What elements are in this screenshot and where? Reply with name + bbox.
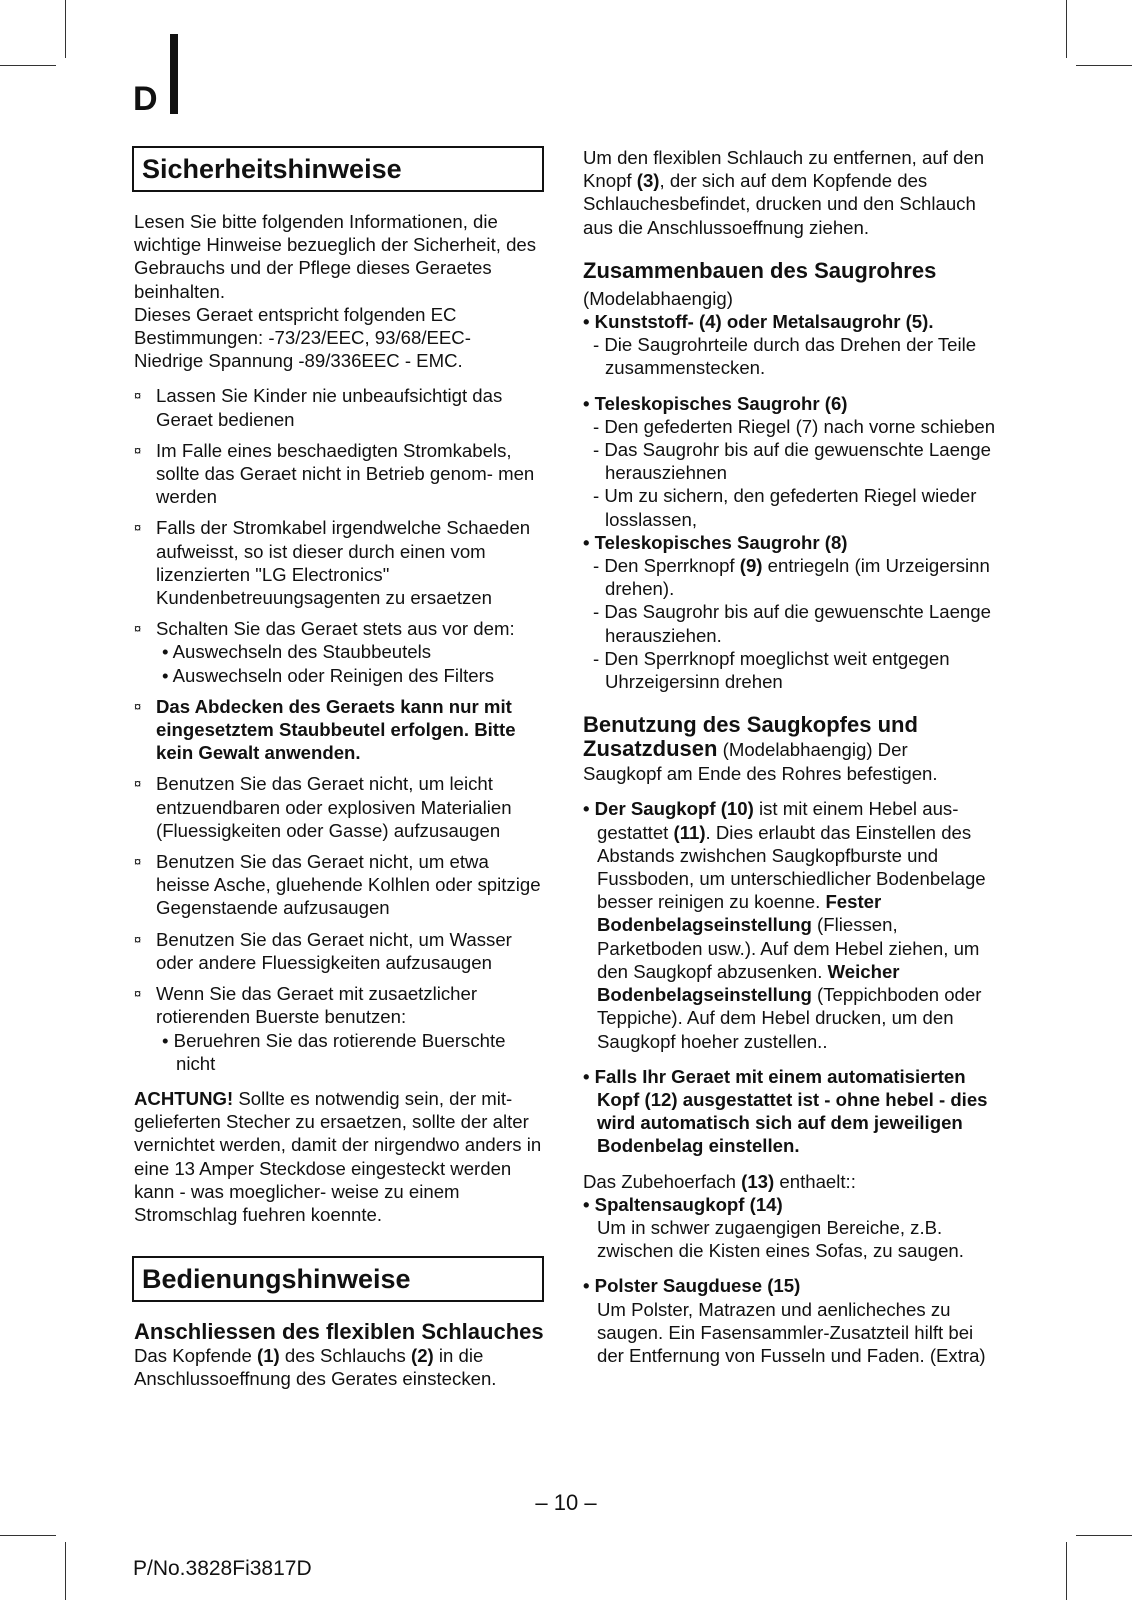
ref-number: (3) (636, 170, 660, 192)
tube-heading: Zusammenbauen des Saugrohres (583, 257, 937, 283)
list-item-text: Lassen Sie Kinder nie unbeaufsichtigt das Geraet bedienen (156, 385, 503, 430)
tube-step: - Die Saugrohrteile durch das Drehen der Teile zusammenstecken. (593, 334, 977, 379)
text: des Schlauchs (279, 1345, 412, 1367)
telescopic-6-step: - Das Saugrohr bis auf die gewuenschte Laenge herausziehnen (593, 439, 991, 484)
bullet-marker: ¤ (134, 520, 142, 536)
list-item-text: Im Falle eines beschaedigten Stromkabels, sollte das Geraet nicht in Betrieb genom- men werden (156, 439, 535, 508)
intro-paragraph: Lesen Sie bitte folgenden Informationen, die wichtige Hinweise bezueglich der Sicherheit, des Gebrauchs und der Pflege dieses Geraetes beinhalten. (134, 211, 537, 302)
text: Das Zubehoerfach (583, 1170, 742, 1192)
bullet-marker: ¤ (134, 776, 142, 792)
bullet-marker: ¤ (134, 698, 142, 714)
text: in die Anschlussoeffnung des Gerates einstecken. (134, 1345, 497, 1390)
crop-mark (0, 65, 56, 66)
safety-list (134, 384, 544, 1074)
text: entriegeln (im Urzeigersinn drehen). (605, 555, 990, 600)
bullet-marker: ¤ (134, 442, 142, 458)
list-item (134, 384, 544, 430)
text: , der sich auf dem Kopfende des Schlauchesbefindet, drucken und den Schlauch aus die Anschlussoeffnung ziehen. (583, 170, 976, 238)
sub-item: • Auswechseln oder Reinigen des Filters (162, 664, 495, 686)
list-item-text: Benutzen Sie das Geraet nicht, um Wasser oder andere Fluessigkeiten aufzusaugen (156, 928, 512, 973)
text: enthaelt:: (774, 1170, 856, 1192)
telescopic-8-step: - Den Sperrknopf moeglichst weit entgegen Uhrzeigersinn drehen (593, 647, 950, 693)
left-column (134, 146, 544, 1391)
list-item (134, 772, 544, 842)
text: Fester Bodenbelagseinstellung (597, 891, 882, 936)
sub-item: • Beruehren Sie das rotierende Buerschte nicht (162, 1029, 506, 1074)
list-item-text: Wenn Sie das Geraet mit zusaetzlicher rotierenden Buerste benutzen: (156, 983, 478, 1028)
crop-mark (1076, 1535, 1132, 1536)
upholstery-nozzle-heading: • Polster Saugduese (15) (583, 1275, 801, 1297)
tube-model-note: (Modelabhaengig) (583, 287, 733, 309)
telescopic-8-step: - Das Saugrohr bis auf die gewuenschte Laenge herausziehen. (593, 601, 991, 646)
ref-number: (2) (411, 1345, 434, 1367)
crop-mark (0, 1535, 56, 1536)
bullet-marker: ¤ (134, 986, 142, 1002)
heading-line: Benutzung des Saugkopfes und (583, 712, 918, 738)
text: (Teppichboden oder Teppiche). Auf dem Hebel drucken, um den Saugkopf hoeher zustellen.. (597, 984, 982, 1052)
list-item-text: Benutzen Sie das Geraet nicht, um etwa heisse Asche, gluehende Kolhlen oder spitzige Gegenstaende aufzusaugen (156, 851, 541, 919)
list-item (134, 439, 544, 509)
hose-heading: Anschliessen des flexiblen Schlauches (134, 1319, 544, 1345)
tube-item-plastic-metal: • Kunststoff- (4) oder Metalsaugrohr (5). (583, 311, 934, 333)
achtung-label: ACHTUNG! (134, 1087, 234, 1109)
accessory-intro (583, 1170, 1003, 1193)
telescopic-6-step: - Den gefederten Riegel (7) nach vorne schieben (593, 415, 996, 437)
safety-heading: Sicherheitshinweise (132, 146, 544, 192)
crop-mark (1066, 1542, 1067, 1600)
crevice-tool-text: Um in schwer zugaengigen Bereiche, z.B. zwischen die Kisten eines Sofas, zu saugen. (597, 1216, 964, 1262)
text: . Dies erlaubt das Einstellen des Abstands zwishchen Saugkopfburste und Fussboden, um unterschiedlicher Bodenbelage besser reinigen zu koenne. (597, 821, 986, 913)
ref-number: (1) (257, 1345, 280, 1367)
suction-head-text (583, 797, 1003, 1052)
bullet-marker: ¤ (134, 621, 142, 637)
upholstery-nozzle-text: Um Polster, Matrazen und aenlicheches zu saugen. Ein Fasensammler-Zusatzteil hilft bei der Entfernung von Fusseln und Faden. (Extra) (597, 1298, 986, 1366)
list-item (134, 928, 544, 974)
language-marker: D (133, 80, 158, 118)
model-note: (Modelabhaengig) Der (717, 739, 908, 761)
text: Um den flexiblen Schlauch zu entfernen, auf den Knopf (583, 147, 985, 192)
ref-number: (13) (741, 1170, 775, 1192)
list-item (134, 850, 544, 920)
text: - Den Sperrknopf (593, 555, 740, 577)
text: Das Kopfende (134, 1345, 258, 1367)
bullet-marker: ¤ (134, 931, 142, 947)
page-number: – 10 – (535, 1490, 597, 1515)
text: (Fliessen, Parketboden usw.). Auf dem Hebel ziehen, um den Saugkopf abzusenken. (597, 914, 980, 982)
heading-line: Zusatzdusen (583, 736, 718, 762)
telescopic-6-step: - Um zu sichern, den gefederten Riegel wieder losslassen, (593, 485, 977, 530)
hose-paragraph (134, 1344, 544, 1390)
crop-mark (65, 1542, 66, 1600)
crop-mark (1076, 65, 1132, 66)
achtung-text: Sollte es notwendig sein, der mit- gelieferten Stecher zu ersaetzen, sollte der alter vernichtet werden, damit der nirgendwo anders in eine 13 Amper Steckdose eingesteckt werden kann - was moeglicher- weise zu einem Stromschlag fuehren koennte. (134, 1087, 542, 1225)
suction-head-heading (583, 713, 1003, 762)
list-item (134, 516, 544, 609)
crop-mark (65, 0, 66, 58)
ref-number: (11) (673, 821, 706, 843)
sub-item: • Auswechseln des Staubbeutels (162, 641, 432, 663)
list-item (134, 695, 544, 765)
suction-head-item (583, 797, 1003, 1052)
list-item-text: Benutzen Sie das Geraet nicht, um leicht entzuendbaren oder explosiven Materialien (Fluessigkeiten oder Gasse) aufzusaugen (156, 773, 512, 841)
right-column (583, 146, 1003, 1367)
list-item (134, 617, 544, 687)
bullet-marker: ¤ (134, 388, 142, 404)
part-number: P/No.3828Fi3817D (133, 1557, 312, 1580)
list-item-text: Falls der Stromkabel irgendwelche Schaeden aufweisst, so ist dieser durch einen vom lizenzierten "LG Electronics" Kundenbetreuungsagenten zu ersaetzen (156, 517, 531, 609)
list-item (134, 982, 544, 1075)
telescopic-6-heading: • Teleskopisches Saugrohr (6) (583, 392, 848, 414)
suction-head-intro: Saugkopf am Ende des Rohres befestigen. (583, 763, 938, 785)
crevice-tool-heading: • Spaltensaugkopf (14) (583, 1193, 783, 1215)
text: ist mit einem Hebel aus- gestattet (597, 798, 959, 843)
list-item-text: Das Abdecken des Geraets kann nur mit eingesetztem Staubbeutel erfolgen. Bitte kein Gewalt anwenden. (156, 695, 516, 764)
automatic-head-item: • Falls Ihr Geraet mit einem automatisierten Kopf (12) ausgestattet ist - ohne hebel - dies wird automatisch sich auf dem jeweiligen Bodenbelag einstellen. (583, 1065, 988, 1157)
text: • Der Saugkopf (10) (583, 798, 754, 820)
language-bar (170, 34, 178, 114)
telescopic-8-heading: • Teleskopisches Saugrohr (8) (583, 531, 848, 553)
ref-number: (9) (739, 555, 763, 577)
crop-mark (1066, 0, 1067, 58)
text: Weicher Bodenbelagseinstellung (597, 960, 900, 1006)
ec-paragraph: Dieses Geraet entspricht folgenden EC Bestimmungen: -73/23/EEC, 93/68/EEC- Niedrige Spannung -89/336EEC - EMC. (134, 303, 471, 372)
remove-hose-paragraph (583, 146, 1003, 239)
operation-heading: Bedienungshinweise (132, 1256, 544, 1302)
list-item-text: Schalten Sie das Geraet stets aus vor dem: (156, 618, 515, 640)
telescopic-8-step (583, 554, 1003, 600)
bullet-marker: ¤ (134, 854, 142, 870)
achtung-paragraph (134, 1087, 544, 1226)
